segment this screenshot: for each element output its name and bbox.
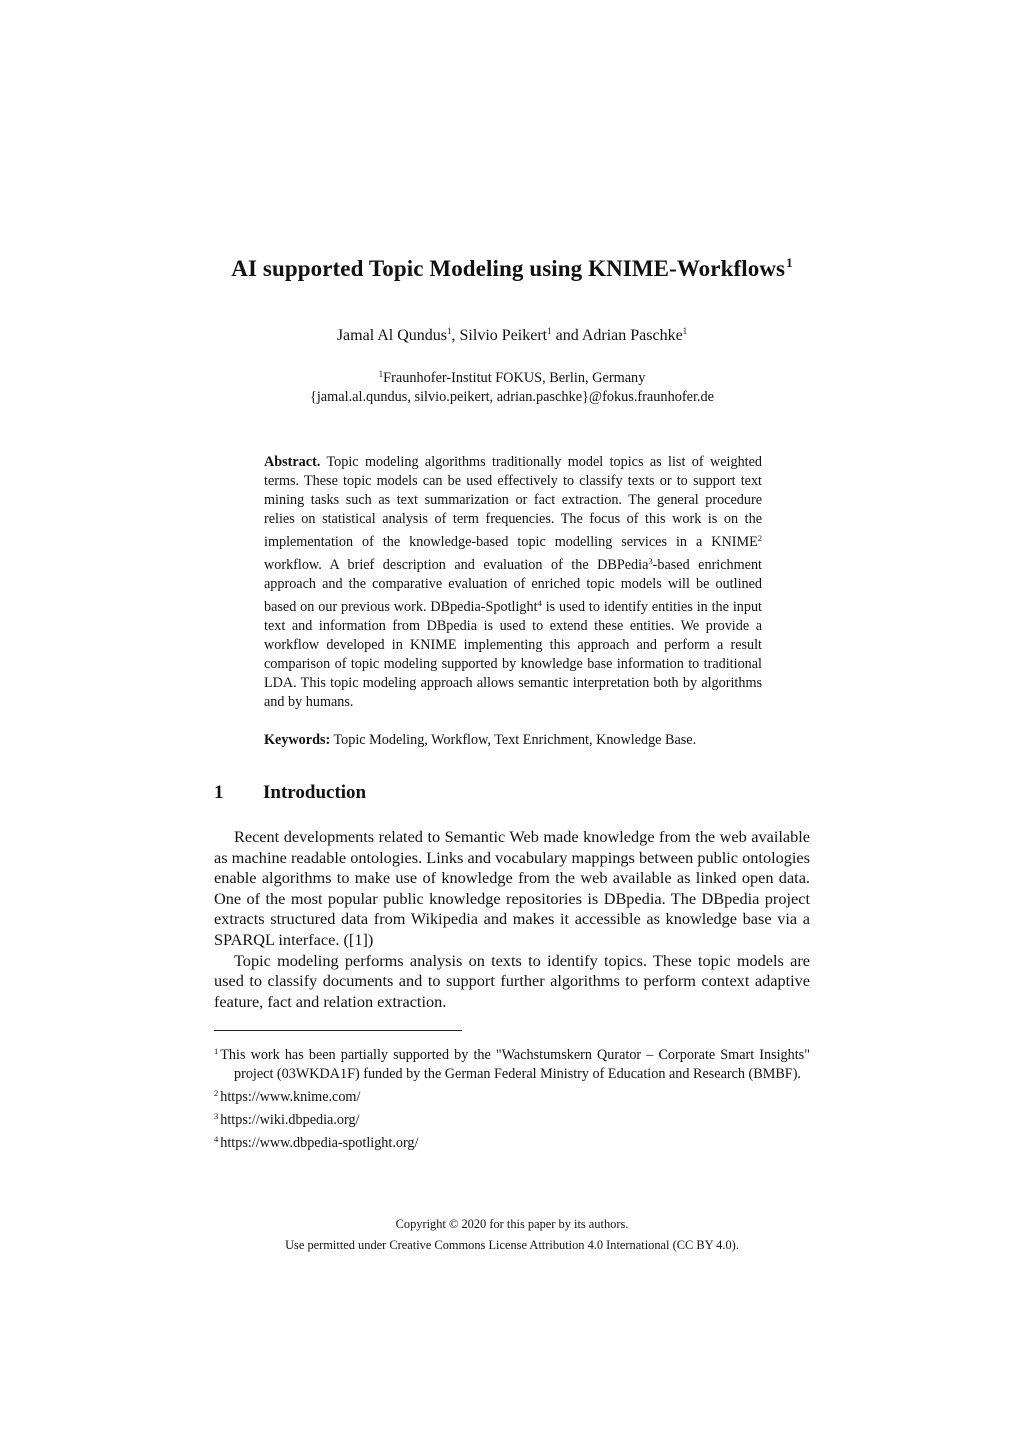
author-name: Silvio Peikert xyxy=(459,327,548,344)
footnotes xyxy=(214,1042,810,1153)
section-number: 1 xyxy=(214,782,224,803)
footnote: $^3$ https://wiki.dbpedia.org/ xyxy=(214,1111,360,1128)
footnote-ref: 2 xyxy=(757,533,762,543)
paper-title: AI supported Topic Modeling using KNIME-Workflows$^1$ xyxy=(231,255,793,281)
section-title: Introduction xyxy=(263,782,367,803)
paragraph: Topic modeling performs analysis on texts to identify topics. These topic models are used to classify documents and to support further algorithms to perform context adaptive feature, fact and relation extraction. xyxy=(214,950,810,1011)
keywords: Keywords: Topic Modeling, Workflow, Text Enrichment, Knowledge Base. xyxy=(264,732,697,748)
keywords-label: Keywords: xyxy=(264,732,331,748)
abstract-label: Abstract. xyxy=(264,454,321,470)
author-name: Jamal Al Qundus xyxy=(336,327,448,344)
title-footnote-mark: 1 xyxy=(786,255,793,270)
author-affiliation-mark: 1 xyxy=(447,326,452,336)
footnote-ref: 4 xyxy=(537,598,542,608)
footnote: $^1$ This work has been partially supported by the "Wachstumskern Qurator – Corporate Smart Insights" project (03WKDA1F) funded by the German Federal Ministry of Education and Research (BMBF). xyxy=(214,1046,810,1082)
footnote-ref: 3 xyxy=(648,556,653,566)
section-heading xyxy=(214,782,366,804)
affiliation-institution: $^1$Fraunhofer-Institut FOKUS, Berlin, Germany xyxy=(378,369,646,386)
copyright-line: Copyright © 2020 for this paper by its authors. xyxy=(395,1217,629,1231)
affiliation-block xyxy=(0,365,1024,407)
footnote: $^2$ https://www.knime.com/ xyxy=(214,1088,361,1105)
footnote-divider xyxy=(214,1030,462,1031)
copyright-notice xyxy=(0,1214,1024,1256)
footnote: $^4$ https://www.dbpedia-spotlight.org/ xyxy=(214,1134,419,1151)
author-affiliation-mark: 1 xyxy=(682,326,688,336)
section-body xyxy=(214,827,810,1012)
affiliation-emails: {jamal.al.qundus, silvio.peikert, adrian.paschke}@fokus.fraunhofer.de xyxy=(309,389,715,405)
author-list: Jamal Al Qundus$^1$, Silvio Peikert$^1$ and Adrian Paschke$^1$ xyxy=(336,326,688,344)
author-affiliation-mark: 1 xyxy=(547,326,552,336)
license-line: Use permitted under Creative Commons License Attribution 4.0 International (CC BY 4.0). xyxy=(285,1238,739,1252)
author-name: Adrian Paschke xyxy=(581,327,683,344)
abstract: Abstract. Topic modeling algorithms traditionally model topics as list of weighted terms. These topic models can be used effectively to classify texts or to support text mining tasks such as text summarization or fact extraction. The general procedure relies on statistical analysis of term frequencies. The focus of this work is on the implementation of the knowledge-based topic modelling services in a KNIME$^2$ workflow. A brief description and evaluation of the DBPedia$^3$-based enrichment approach and the comparative evaluation of enriched topic models will be outlined based on our previous work. DBpedia-Spotlight$^4$ is used to identify entities in the input text and information from DBpedia is used to extend these entities. We provide a workflow developed in KNIME implementing this approach and perform a result comparison of topic modeling supported by knowledge base information to traditional LDA. This topic modeling approach allows semantic interpretation both by algorithms and by humans. xyxy=(264,454,763,710)
paragraph: Recent developments related to Semantic Web made knowledge from the web available as machine readable ontologies. Links and vocabulary mappings between public ontologies enable algorithms to make use of knowledge from the web available as linked open data. One of the most popular public knowledge repositories is DBpedia. The DBpedia project extracts structured data from Wikipedia and makes it accessible as knowledge base via a SPARQL interface. ([1]) xyxy=(214,827,810,949)
